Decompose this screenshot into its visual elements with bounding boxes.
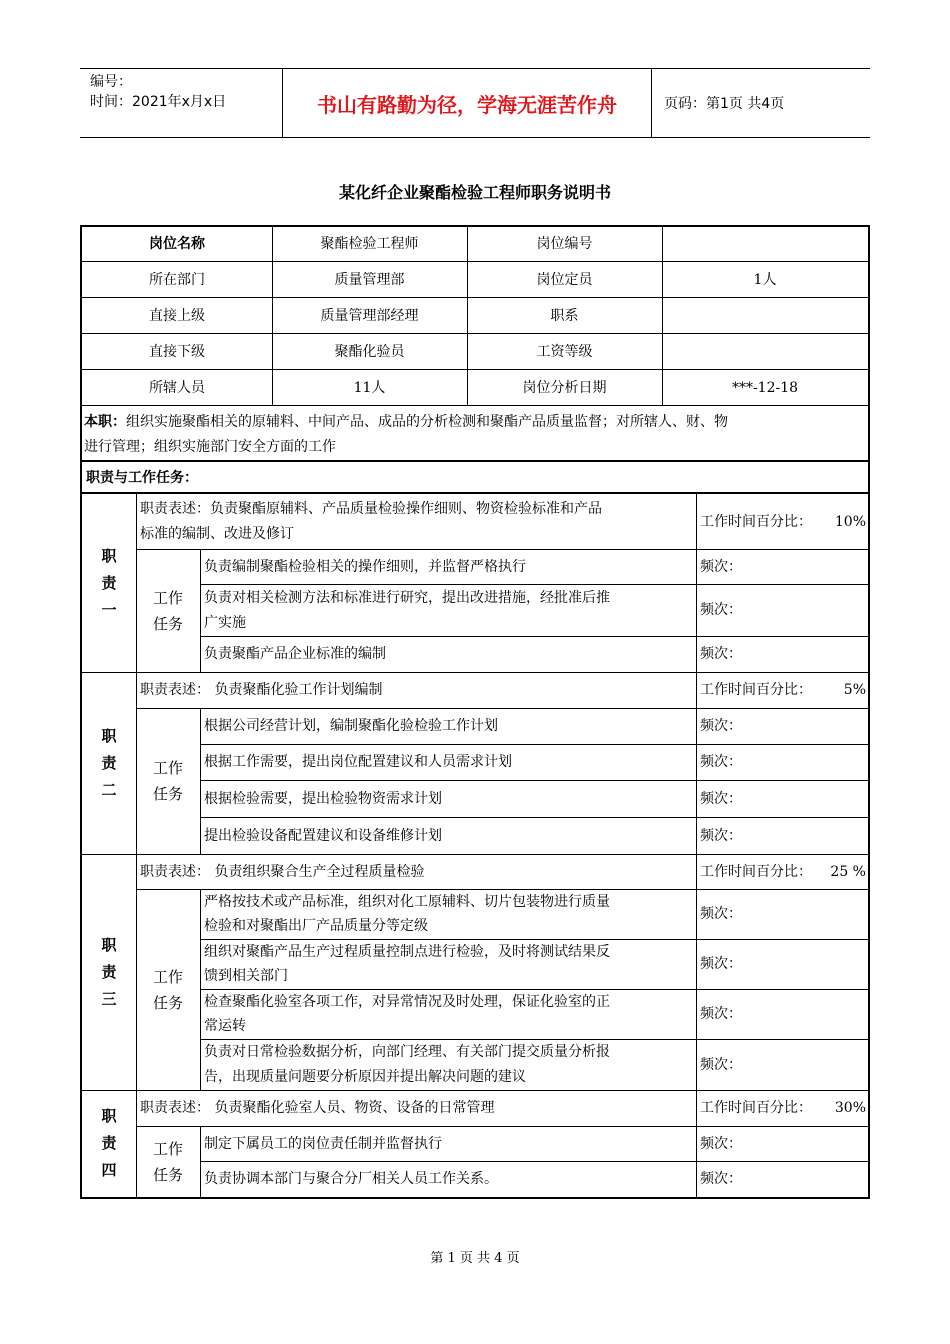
duty3-task-1: 严格按技术或产品标准，组织对化工原辅料、切片包装物进行质量 检验和对聚酯出厂产品质量分等定级	[204, 894, 610, 934]
label-position-code: 岗位编号	[536, 236, 593, 252]
value-position-code	[662, 227, 868, 261]
duty3-description: 职责表述： 负责组织聚合生产全过程质量检验	[140, 863, 425, 880]
duty2-task-4: 提出检验设备配置建议和设备维修计划	[204, 827, 442, 844]
duty4-task-1: 制定下属员工的岗位责任制并监督执行	[204, 1135, 442, 1152]
role-label: 本职：	[84, 414, 126, 430]
duty1-task-2: 负责对相关检测方法和标准进行研究，提出改进措施，经批准后推 广实施	[204, 590, 610, 631]
duty3-freq-4: 频次：	[700, 1056, 742, 1073]
page-footer: 第 1 页 共 4 页	[430, 1251, 520, 1266]
duty3-freq-2: 频次：	[700, 956, 742, 972]
header-meta	[80, 69, 280, 137]
label-department: 所在部门	[149, 271, 205, 288]
duty4-freq-1: 频次：	[700, 1135, 742, 1152]
page-header	[80, 68, 870, 138]
role-text-2: 进行管理；组织实施部门安全方面的工作	[84, 439, 336, 455]
duty1-freq-1: 频次：	[700, 558, 742, 575]
label-salary-grade: 工资等级	[536, 343, 593, 360]
label-subordinate: 直接下级	[149, 343, 205, 360]
duty3-task-2: 组织对聚酯产品生产过程质量控制点进行检验，及时将测试结果反 馈到相关部门	[204, 944, 610, 984]
duty2-freq-3: 频次：	[700, 790, 742, 807]
number-label: 编号：	[90, 74, 132, 90]
duty1-freq-3: 频次：	[700, 646, 742, 662]
value-position-name: 聚酯检验工程师	[320, 236, 419, 252]
label-analysis-date: 岗位分析日期	[522, 379, 607, 396]
duty2-task-label: 工作 任务	[152, 759, 183, 803]
duty2-freq-2: 频次：	[700, 754, 742, 770]
duty2-freq-4: 频次：	[700, 827, 742, 844]
value-job-family	[662, 298, 868, 333]
duty3-freq-1: 频次：	[700, 906, 742, 922]
value-headcount: 1人	[753, 271, 777, 288]
role-text-1: 组织实施聚酯相关的原辅料、中间产品、成品的分析检测和聚酯产品质量监督；对所辖人、财、物	[126, 414, 728, 430]
duty2-label: 职 责 二	[101, 726, 117, 799]
duty4-task-2: 负责协调本部门与聚合分厂相关人员工作关系。	[204, 1171, 498, 1187]
header-page-info: 页码：第1页 共4页	[664, 96, 785, 112]
duty4-freq-2: 频次：	[700, 1171, 742, 1187]
duty1-time-percent: 工作时间百分比： 10%	[700, 513, 866, 530]
role-summary	[84, 410, 866, 460]
duty3-freq-3: 频次：	[700, 1006, 742, 1022]
duty2-freq-1: 频次：	[700, 718, 742, 734]
value-analysis-date: ***-12-18	[731, 379, 799, 396]
duty3-task-label: 工作 任务	[152, 967, 183, 1012]
duty3-task-4: 负责对日常检验数据分析，向部门经理、有关部门提交质量分析报 告，出现质量问题要分析原因并提出解决问题的建议	[204, 1044, 610, 1085]
duty1-task-1: 负责编制聚酯检验相关的操作细则，并监督严格执行	[204, 558, 526, 575]
value-staff: 11人	[353, 379, 386, 396]
duty2-time-percent: 工作时间百分比： 5%	[700, 682, 866, 698]
duty3-task-3: 检查聚酯化验室各项工作，对异常情况及时处理，保证化验室的正 常运转	[204, 994, 610, 1034]
duty1-task-3: 负责聚酯产品企业标准的编制	[204, 646, 386, 662]
label-staff: 所辖人员	[149, 379, 205, 396]
duty3-time-percent: 工作时间百分比： 25 %	[700, 863, 866, 880]
value-subordinate: 聚酯化验员	[334, 343, 405, 360]
duty2-task-2: 根据工作需要，提出岗位配置建议和人员需求计划	[204, 754, 512, 770]
document-title: 某化纤企业聚酯检验工程师职务说明书	[338, 183, 611, 202]
label-position-name: 岗位名称	[149, 236, 205, 252]
label-headcount: 岗位定员	[536, 271, 593, 288]
duty4-description: 职责表述： 负责聚酯化验室人员、物资、设备的日常管理	[140, 1100, 495, 1116]
duty2-task-1: 根据公司经营计划，编制聚酯化验检验工作计划	[204, 718, 498, 734]
duty3-label: 职 责 三	[101, 935, 117, 1008]
duty4-label: 职 责 四	[101, 1107, 117, 1179]
label-job-family: 职系	[550, 307, 579, 324]
value-department: 质量管理部	[334, 271, 405, 288]
duty1-label: 职 责 一	[101, 546, 117, 619]
time-label: 时间：2021年x月x日	[90, 94, 227, 110]
duty1-freq-2: 频次：	[700, 602, 742, 618]
header-motto: 书山有路勤为径，学海无涯苦作舟	[282, 69, 652, 137]
duty2-task-3: 根据检验需要，提出检验物资需求计划	[204, 790, 442, 807]
duty1-description: 职责表述：负责聚酯原辅料、产品质量检验操作细则、物资检验标准和产品 标准的编制、改进及修订	[140, 501, 602, 542]
value-salary-grade	[662, 334, 868, 369]
duty4-task-label: 工作 任务	[152, 1139, 183, 1184]
duty2-description: 职责表述： 负责聚酯化验工作计划编制	[140, 682, 383, 698]
duty4-time-percent: 工作时间百分比： 30%	[700, 1100, 866, 1116]
job-description-table	[80, 225, 870, 1199]
value-superior: 质量管理部经理	[320, 307, 419, 324]
duty1-task-label: 工作 任务	[152, 588, 183, 633]
label-superior: 直接上级	[149, 307, 205, 324]
duties-title: 职责与工作任务：	[86, 469, 198, 486]
